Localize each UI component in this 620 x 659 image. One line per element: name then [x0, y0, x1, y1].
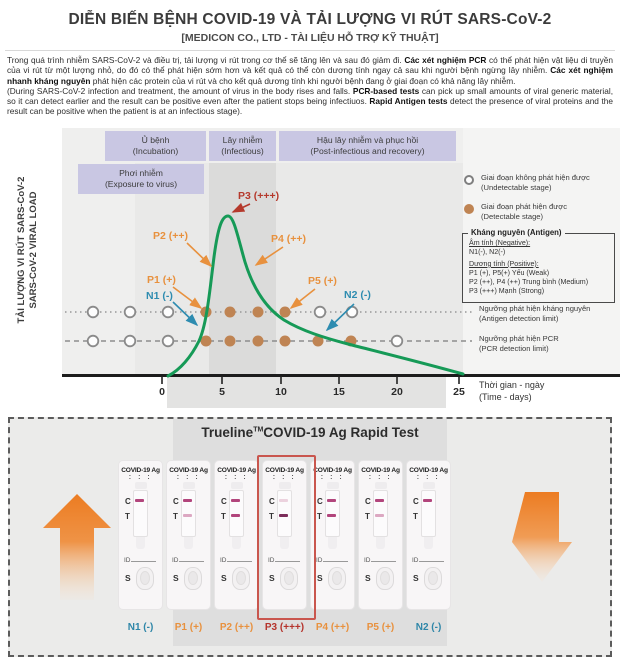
point-label-p3: P3 (+++) — [238, 190, 280, 202]
cassette-label-p3: P3 (+++) — [264, 622, 305, 633]
test-line — [279, 514, 288, 517]
x-tick-label: 15 — [333, 386, 345, 398]
point-label-p2: P2 (++) — [153, 230, 189, 242]
sample-well — [376, 567, 394, 590]
x-tick-label: 20 — [391, 386, 403, 398]
control-line — [375, 499, 384, 502]
cassette-dots: : : : — [320, 474, 345, 481]
test-line — [375, 514, 384, 517]
result-window — [181, 490, 196, 537]
sample-well — [136, 567, 154, 590]
point-label-n1: N1 (-) — [146, 290, 173, 302]
test-cassette-p4: COVID-19 Ag : : : C T ID S — [310, 460, 355, 610]
cassette-dots: : : : — [416, 474, 441, 481]
cassette-label-p5: P5 (+) — [366, 622, 395, 633]
cassette-label-p4: P4 (++) — [315, 622, 350, 633]
cassette-dots: : : : — [368, 474, 393, 481]
sample-well — [232, 567, 250, 590]
legend-detectable: Giai đoạn phát hiện được (Detectable stage) — [481, 202, 568, 221]
axis-day-band — [167, 377, 446, 408]
control-line — [279, 499, 288, 502]
test-cassette-p2: COVID-19 Ag : : : C T ID S — [214, 460, 259, 610]
x-tick-label: 10 — [275, 386, 287, 398]
test-cassette-p5: COVID-19 Ag : : : C T ID S — [358, 460, 403, 610]
test-line — [231, 514, 240, 517]
filled-circle-icon — [464, 204, 474, 214]
x-tick-label: 0 — [159, 386, 165, 398]
cassette-label-p1: P1 (+) — [174, 622, 203, 633]
incubation-recovery-band — [135, 163, 463, 375]
control-line — [327, 499, 336, 502]
intro-vietnamese: Trong quá trình nhiễm SARS-CoV-2 và điều trị, tải lượng vi rút trong cơ thể sẽ tăng lên và sau đó giảm đi. Các xét nghiệm PCR có thể phát hiện vật liệu di truyền của vi rút từ một lượng nhỏ, do đó có thể phát hiện sớm hơn và kết quả có thể còn dương tính ngay cả sau khi người bệnh ngừng lây nhiễm. Các xét nghiệm nhanh kháng nguyên phát hiện các protein của vi rút và cho kết quả dương tính khi người bệnh đang ở giai đoạn có khả năng lây nhiễm. — [7, 55, 613, 86]
page-title: DIỄN BIẾN BỆNH COVID-19 VÀ TẢI LƯỢNG VI RÚT SARS-CoV-2 — [68, 11, 552, 28]
point-label-p5: P5 (+) — [308, 275, 337, 287]
page-subtitle: [MEDICON CO., LTD - TÀI LIỆU HỖ TRỢ KỸ THUẬT] — [181, 32, 439, 44]
x-axis-line — [62, 374, 620, 377]
sample-well — [328, 567, 346, 590]
control-line — [135, 499, 144, 502]
phase-exposure: Phơi nhiễm (Exposure to virus) — [78, 164, 204, 194]
pcr-limit-label: Ngưỡng phát hiện PCR (PCR detection limit) — [479, 334, 559, 353]
x-axis-title: Thời gian - ngày (Time - days) — [479, 380, 545, 403]
control-line — [231, 499, 240, 502]
result-window — [421, 490, 436, 537]
rapid-test-panel — [8, 417, 612, 657]
test-cassette-p3: COVID-19 Ag : : : C T ID S — [262, 460, 307, 610]
cassette-label-n1: N1 (-) — [127, 622, 154, 633]
control-line — [183, 499, 192, 502]
result-window — [325, 490, 340, 537]
open-circle-icon — [464, 175, 474, 185]
cassette-dots: : : : — [272, 474, 297, 481]
header-divider — [5, 50, 615, 51]
result-window — [229, 490, 244, 537]
intro-text — [7, 55, 613, 117]
result-window — [373, 490, 388, 537]
control-line — [423, 499, 432, 502]
test-line — [183, 514, 192, 517]
intro-english: (During SARS-CoV-2 infection and treatment, the amount of virus in the body rises and falls. PCR-based tests can pick up small amounts of viral generic material, so it can detect earlier and the result can be positive even after the patient stops being infectiuos. Rapid Antigen tests detect the presence of viral proteins and the result can be positive when the patient is at an infectious stage). — [7, 85, 614, 117]
cassette-dots: : : : — [224, 474, 249, 481]
result-window — [277, 490, 292, 537]
x-tick-label: 25 — [453, 386, 465, 398]
cassette-label-n2: N2 (-) — [415, 622, 442, 633]
point-label-n2: N2 (-) — [344, 289, 371, 301]
phase-post-infectious: Hậu lây nhiễm và phục hồi (Post-infectious and recovery) — [279, 131, 456, 161]
phase-infectious: Lây nhiễm (Infectious) — [209, 131, 276, 161]
antigen-legend-box: Kháng nguyên (Antigen) Âm tính (Negative): N1(-), N2(-) Dương tính (Positive): P1 (+), P5(+) Yếu (Weak) P2 (++), P4 (++) Trung bình (Medium) P3 (+++) Mạnh (Strong) — [462, 233, 615, 303]
result-window — [133, 490, 148, 537]
y-axis-label: TẢI LƯỢNG VI RÚT SARS-CoV-2 SARS-CoV-2 VIRAL LOAD — [16, 176, 40, 324]
cassette-label-p2: P2 (++) — [219, 622, 254, 633]
legend-undetectable: Giai đoạn không phát hiện được (Undetectable stage) — [481, 173, 590, 192]
sample-well — [424, 567, 442, 590]
sample-well — [280, 567, 298, 590]
cassette-dots: : : : — [176, 474, 201, 481]
rapid-test-title: Trueline™COVID-19 Ag Rapid Test — [201, 425, 419, 440]
test-line — [327, 514, 336, 517]
antigen-box-title: Kháng nguyên (Antigen) — [468, 228, 565, 238]
sample-well — [184, 567, 202, 590]
test-cassette-n2: COVID-19 Ag : : : C T ID S — [406, 460, 451, 610]
point-label-p4: P4 (++) — [271, 233, 307, 245]
down-arrow-icon — [512, 492, 572, 584]
cassette-dots: : : : — [128, 474, 153, 481]
up-arrow-icon — [43, 494, 111, 600]
test-cassette-n1: COVID-19 Ag : : : C T ID S — [118, 460, 163, 610]
phase-incubation: Ủ bệnh (Incubation) — [105, 131, 206, 161]
x-tick-label: 5 — [219, 386, 225, 398]
point-label-p1: P1 (+) — [147, 274, 176, 286]
test-cassette-p1: COVID-19 Ag : : : C T ID S — [166, 460, 211, 610]
antigen-limit-label: Ngưỡng phát hiện kháng nguyên (Antigen detection limit) — [479, 304, 591, 323]
